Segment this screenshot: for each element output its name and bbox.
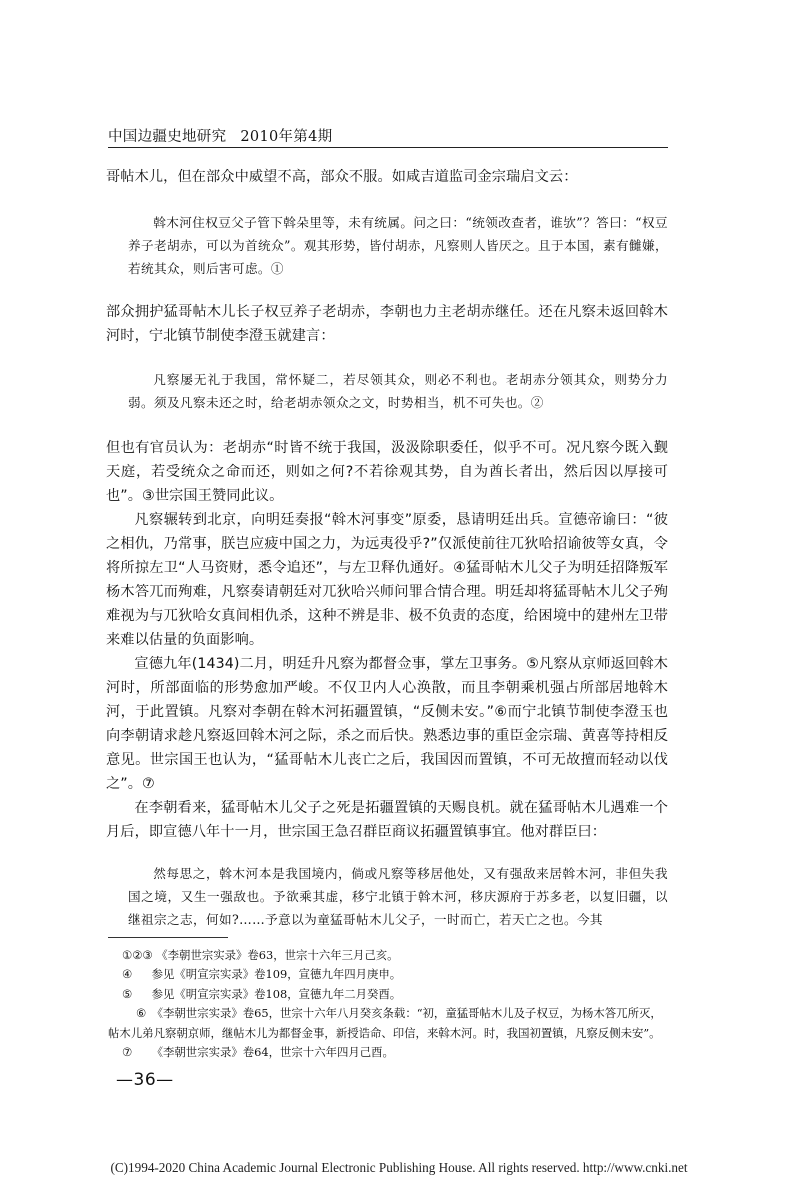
footnote-text: 《李朝世宗实录》卷63，世宗十六年三月己亥。 xyxy=(156,948,399,962)
body-paragraph: 部众拥护猛哥帖木儿长子权豆养子老胡赤，李朝也力主老胡赤继任。还在凡察未返回斡木河时，宁北镇节制使李澄玉就建言： xyxy=(106,304,668,344)
issue-label: 2010年第4期 xyxy=(240,129,333,145)
footnote xyxy=(108,965,670,984)
footnote-text: 参见《明宣宗实录》卷108，宣德九年二月癸酉。 xyxy=(151,986,402,1001)
footnote xyxy=(108,985,670,1004)
footnote xyxy=(108,1004,670,1043)
body-paragraph: 但也有官员认为：老胡赤“时皆不统于我国，汲汲除职委任，似乎不可。况凡察今既入觐天庭，若受统众之命而还，则如之何?不若徐观其势，自为酋长者出，然后因以厚接可也”。③世宗国王赞同此议。 xyxy=(106,440,668,504)
journal-title: 中国边疆史地研究 xyxy=(108,129,227,145)
footnote xyxy=(108,1043,670,1062)
footnote-mark: ①②③ xyxy=(122,948,153,962)
block-quote: 然每思之，斡木河本是我国境内，倘或凡察等移居他处，又有强敌来居斡木河，非但失我国之境，又生一强敌也。予欲乘其虚，移宁北镇于斡木河，移庆源府于苏多老，以复旧疆，以继祖宗之志，何如?……予意以为童猛哥帖木儿父子，一时而亡，若天亡之也。今其 xyxy=(128,866,668,927)
footnote-mark: ⑥ xyxy=(136,1006,147,1021)
page-number: —36— xyxy=(116,1070,174,1090)
footnote-mark: ⑤ xyxy=(122,986,133,1001)
footnote-mark: ④ xyxy=(122,967,133,982)
body-paragraph: 凡察辗转到北京，向明廷奏报“斡木河事变”原委，恳请明廷出兵。宣德帝谕曰：“彼之相仇，乃常事，朕岂应疲中国之力，为远夷役乎?”仅派使前往兀狄哈招谕彼等女真，令将所掠左卫“人马资财，悉令追还”，与左卫释仇通好。④猛哥帖木儿父子为明廷招降叛军杨木答兀而殉难，凡察奏请朝廷对兀狄哈兴师问罪合情合理。明廷却将猛哥帖木儿父子殉难视为与兀狄哈女真间相仇杀，这种不辨是非、极不负责的态度，给困境中的建州左卫带来难以估量的负面影响。 xyxy=(106,512,668,648)
footnote-mark: ⑦ xyxy=(122,1045,133,1060)
body-paragraph: 哥帖木儿，但在部众中威望不高，部众不服。如咸吉道监司金宗瑞启文云： xyxy=(106,169,578,185)
article-body xyxy=(106,165,668,931)
footnote-text: 参见《明宣宗实录》卷109，宣德九年四月庚申。 xyxy=(151,967,402,982)
footnote-text: 《李朝世宗实录》卷65，世宗十六年八月癸亥条载：“初，童猛哥帖木儿及子权豆，为杨木答兀所灭，帖木儿弟凡察朝京师，继帖木儿为都督金事，新授诰命、印信，来斡木河。时，我国初置镇，凡察反侧未安”。 xyxy=(108,1006,662,1040)
footnote-text: 《李朝世宗实录》卷64，世宗十六年四月己酉。 xyxy=(151,1045,394,1060)
block-quote: 斡木河住权豆父子管下斡朵里等，未有统属。问之曰：“统领改查者，谁欤”？答曰：“权豆养子老胡赤，可以为首统众”。观其形势，皆付胡赤，凡察则人皆厌之。且于本国，素有雠嫌，若统其众，则后害可虑。① xyxy=(128,215,668,276)
body-paragraph: 在李朝看来，猛哥帖木儿父子之死是拓疆置镇的天赐良机。就在猛哥帖木儿遇难一个月后，即宣德八年十一月，世宗国王急召群臣商议拓疆置镇事宜。他对群臣曰： xyxy=(106,800,668,840)
running-header xyxy=(108,125,668,148)
block-quote: 凡察屡无礼于我国，常怀疑二，若尽领其众，则必不利也。老胡赤分领其众，则势分力弱。须及凡察未还之时，给老胡赤领众之文，时势相当，机不可失也。② xyxy=(128,372,668,410)
footnote xyxy=(108,946,670,965)
footnote-divider xyxy=(108,937,228,938)
body-paragraph: 宣德九年(1434)二月，明廷升凡察为都督佥事，掌左卫事务。⑤凡察从京师返回斡木河时，所部面临的形势愈加严峻。不仅卫内人心涣散，而且李朝乘机强占所部居地斡木河，于此置镇。凡察对李朝在斡木河拓疆置镇，“反侧未安。”⑥而宁北镇节制使李澄玉也向李朝请求趁凡察返回斡木河之际，杀之而后快。熟悉边事的重臣金宗瑞、黄喜等持相反意见。世宗国王也认为，“猛哥帖木儿丧亡之后，我国因而置镇，不可无故擅而轻动以伐之”。⑦ xyxy=(106,656,668,792)
footnotes xyxy=(108,946,670,1062)
copyright-footer: (C)1994-2020 China Academic Journal Electronic Publishing House. All rights reserved. http://www.cnki.net xyxy=(110,1160,688,1175)
